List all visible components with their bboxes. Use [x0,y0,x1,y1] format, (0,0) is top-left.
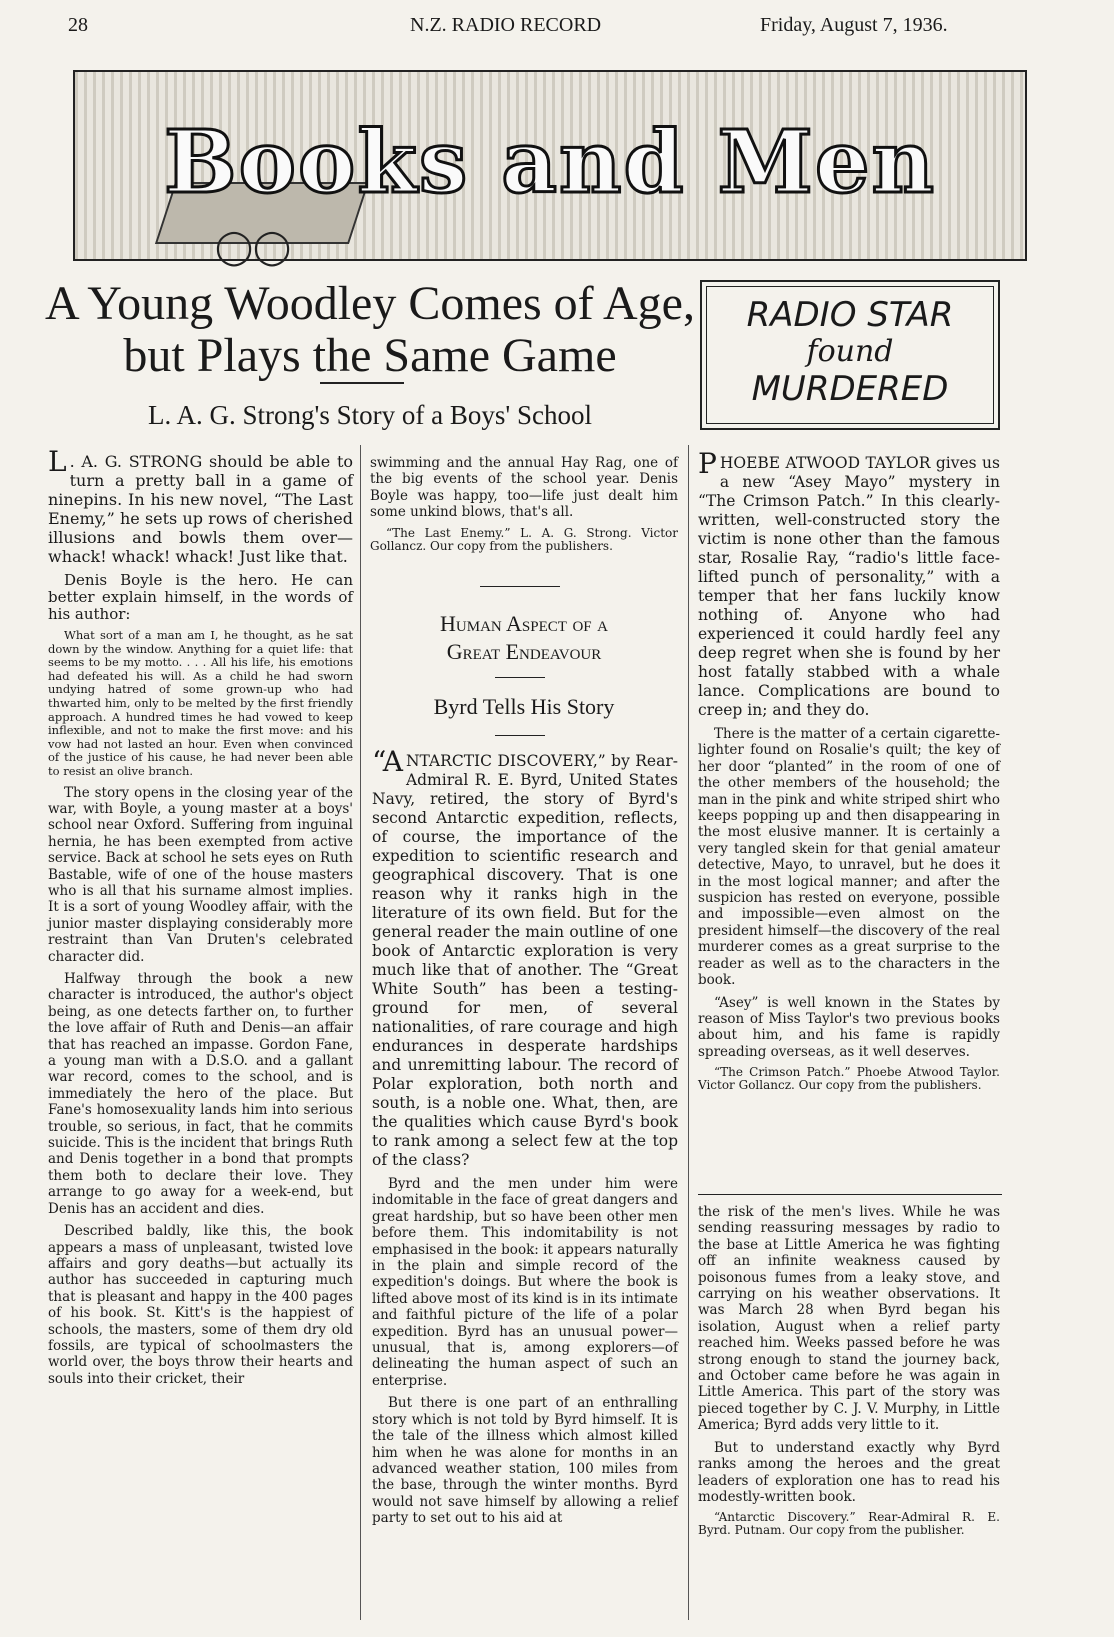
divider [495,677,545,678]
lead-paragraph: L . A. G. STRONG should be able to turn a pretty ball in a game of ninepins. In his new novel, “The Last Enemy,” he sets up rows of cherished illusions and bowls them over—whack! whack! whack! Just like that. [48,445,353,566]
box-line-1: RADIO STAR [746,295,954,335]
column-3 [698,447,1000,1093]
drop-cap: “A [372,745,403,778]
spectacles-icon: ◯◯ [215,227,292,267]
paragraph: “Asey” is well known in the States by reason of Miss Taylor's two previous books about him, and his fame is rapidly spreading overseas, as it well deserves. [698,994,1000,1060]
column-3-continued [698,1204,1000,1537]
paragraph-continued: swimming and the annual Hay Rag, one of the big events of the school year. Denis Boyle was happy, too—life just dealt him some unkind blows, that's all. [370,455,678,521]
article-headline [40,278,700,382]
lead-paragraph: “ANTARCTIC DISCOVERY,” by Rear-Admiral R. E. Byrd, United States Navy, retired, the story of Byrd's second Antarctic expedition, reflects, of course, the importance of the expedition to scientific research and geographical discovery. That is one reason why it ranks high in the literature of its own field. But for the general reader the main outline of one book of Antarctic exploration is very much like that of another. The “Great White South” has been a testing-ground for men, of several nationalities, of rare courage and high endurances in desperate hardships and unremitting labour. The record of Polar exploration, both north and south, is a noble one. What, then, are the qualities which cause Byrd's book to rank among a select few at the top of the class? [372,745,678,1169]
divider [480,586,560,587]
headline-line-2: but Plays the Same Game [123,329,617,382]
drop-cap: L [48,445,67,478]
divider [495,735,545,736]
book-caption: “Antarctic Discovery.” Rear-Admiral R. E. Byrd. Putnam. Our copy from the publisher. [698,1510,1000,1538]
divider [698,1194,1002,1195]
book-caption: “The Crimson Patch.” Phoebe Atwood Taylor. Victor Gollancz. Our copy from the publishers. [698,1065,1000,1093]
article-subhead: L. A. G. Strong's Story of a Boys' School [148,400,592,430]
radio-star-title-box [700,280,1000,430]
paragraph: There is the matter of a certain cigarette-lighter found on Rosalie's quilt; the key of her door “planted” in the room of one of the other members of the household; the man in the pink and white striped shirt who keeps popping up and then disappearing in the most elusive manner. It is certainly a very tangled skein for that genial amateur detective, Mayo, to unravel, but he does it in the most logical manner; and after the suspicion has rested on everyone, possible and impossible—even almost on the president himself—the discovery of the real murderer comes as a great surprise to the reader as well as to the characters in the book. [698,726,1000,989]
block-quote: What sort of a man am I, he thought, as he sat down by the window. Anything for a quiet life: that seems to be my motto. . . . All his life, his emotions had defeated his will. As a child he had sworn undying hatred of some grown-up who had thwarted him, only to be melted by the first friendly approach. A hundred times he had vowed to keep inflexible, and not to make the first move: and his vow had not lasted an hour. Even when convinced of the justice of his cause, he had never been able to resist an olive branch. [48,628,353,778]
column-rule [688,445,689,1620]
paragraph: Byrd and the men under him were indomitable in the face of great dangers and great hardship, but so have been other men before them. This indomitability is not emphasised in the book: it appears naturally in the plain and simple record of the expedition's doings. But where the book is lifted above most of its kind is in its intimate and faithful picture of the life of a polar expedition. Byrd has an unusual power—unusual, that is, among explorers—of delineating the human aspect of such an enterprise. [372,1176,678,1389]
column-1 [48,445,353,1393]
lead-paragraph: PHOEBE ATWOOD TAYLOR gives us a new “Asey Mayo” mystery in “The Crimson Patch.” In this clearly-written, well-constructed story the victim is none other than the famous star, Rosalie Ray, “radio's little face-lifted punch of personality,” with a temper that her fans luckily know nothing of. Anyone who had experienced it could hardly feel any deep regret when she is found by her host fatally stabbed with a whale lance. Complications are bound to creep in; and they do. [698,447,1000,719]
paragraph: The story opens in the closing year of the war, with Boyle, a young master at a boys' school near Oxford. Suffering from inguinal hernia, he has been exempted from active service. Back at school he sets eyes on Ruth Bastable, wife of one of the house masters who is all that his surname almost implies. It is a sort of young Woodley affair, with the junior master displaying considerably more restraint than Van Druten's celebrated character did. [48,784,353,965]
page-number: 28 [68,14,88,36]
box-line-3: MURDERED [751,369,949,409]
publication-title: N.Z. RADIO RECORD [410,14,602,36]
paragraph-continued: the risk of the men's lives. While he was sending reassuring messages by radio to the base at Little America he was fighting off an infinite weakness caused by poisonous fumes from a leaky stove, and carrying on his weather observations. It was March 28 when Byrd began his isolation, August when a relief party reached him. Weeks passed before he was strong enough to stand the journey back, and October came before he was again in Little America. This part of the story was pieced together by C. J. V. Murphy, in Little America; Byrd adds very little to it. [698,1204,1000,1434]
column-2-body [372,745,678,1533]
paragraph: But there is one part of an enthralling story which is not told by Byrd himself. It is the tale of the illness which almost killed him when he was alone for months in an advanced weather station, 100 miles from the base, through the winter months. Byrd would not save himself by allowing a relief party to set out to his aid at [372,1395,678,1527]
drop-cap: P [698,447,717,480]
banner-title: Books and Men [163,112,937,213]
book-caption: “The Last Enemy.” L. A. G. Strong. Victor Gollancz. Our copy from the publishers. [370,525,678,553]
issue-date: Friday, August 7, 1936. [760,14,948,36]
section-heading: Human Aspect of a Great Endeavour [440,611,608,664]
paragraph: Denis Boyle is the hero. He can better explain himself, in the words of his author: [48,571,353,623]
books-and-men-banner [73,70,1027,267]
divider [320,382,404,384]
paragraph: Described baldly, like this, the book appears a mass of unpleasant, twisted love affairs and gory deaths—but actually its author has succeeded in capturing much that is pleasant and happy in the 400 pages of his book. St. Kitt's is the happiest of schools, the masters, some of them dry old fossils, are typical of schoolmasters the world over, the boys throw their hearts and souls into their cricket, their [48,1223,353,1387]
section-subhead: Byrd Tells His Story [433,694,615,719]
paragraph: Halfway through the book a new character is introduced, the author's object being, as one detects farther on, to further the love affair of Ruth and Denis—an affair that has reached an impasse. Gordon Fane, a young man with a D.S.O. and a gallant war record, comes to the school, and is immediately the hero of the place. But Fane's homosexuality lands him into serious trouble, so serious, in fact, that he commits suicide. This is the incident that brings Ruth and Denis together in a bond that prompts them both to declare their love. They arrange to go away for a week-end, but Denis has an accident and dies. [48,971,353,1217]
box-line-2: found [806,334,894,369]
headline-line-1: A Young Woodley Comes of Age, [45,277,695,330]
paragraph: But to understand exactly why Byrd ranks among the heroes and the great leaders of exploration one has to read his modestly-written book. [698,1439,1000,1505]
column-2 [370,455,678,553]
column-rule [360,445,361,1620]
